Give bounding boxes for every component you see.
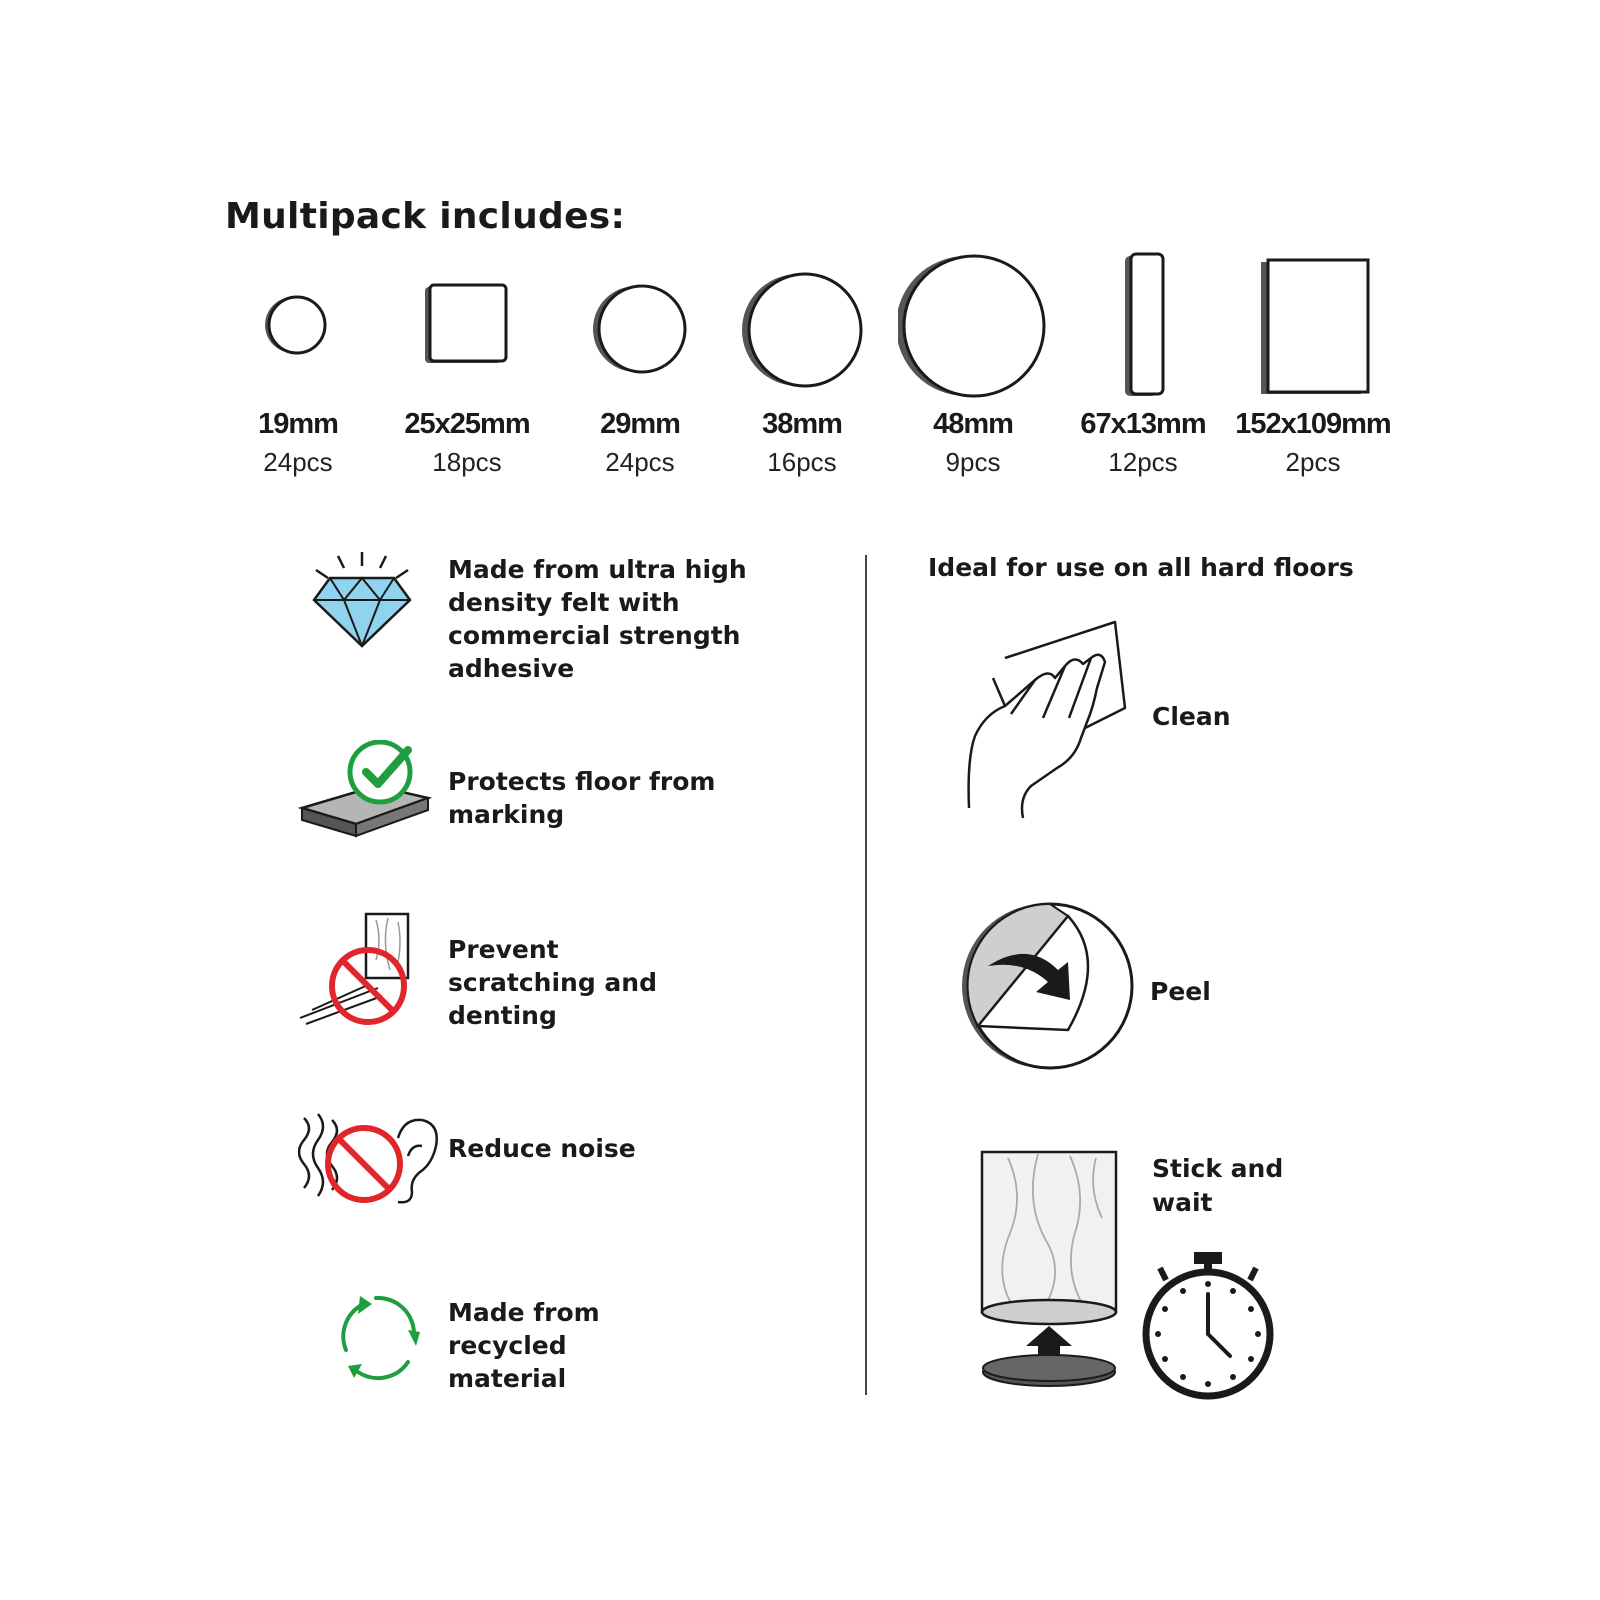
column-divider	[865, 555, 867, 1395]
pad-size-label: 152x109mm	[1235, 408, 1391, 440]
step-peel-label: Peel	[1150, 977, 1211, 1006]
pad-qty-label: 16pcs	[767, 447, 837, 477]
pad-qty-label: 12pcs	[1108, 447, 1178, 477]
pad-size-label: 29mm	[600, 408, 680, 440]
pad-qty-label: 2pcs	[1285, 447, 1341, 477]
step-clean-label: Clean	[1152, 702, 1231, 731]
pad-size-label: 38mm	[762, 408, 842, 440]
pad-qty-label: 18pcs	[432, 447, 502, 477]
feature-noise-text: Reduce noise	[448, 1134, 636, 1163]
pad-size-label: 48mm	[933, 408, 1013, 440]
peel-icon	[958, 900, 1138, 1075]
pad-67x13mm-bar-icon	[1122, 252, 1172, 402]
pad-size-label: 19mm	[258, 408, 338, 440]
no-noise-icon	[298, 1112, 438, 1212]
floor-check-icon	[298, 740, 438, 840]
pad-38mm-circle-icon	[742, 268, 867, 393]
pad-19mm-circle-icon	[260, 290, 330, 360]
multipack-heading: Multipack includes:	[225, 196, 626, 237]
recycle-icon	[330, 1290, 425, 1385]
pad-qty-label: 24pcs	[263, 447, 333, 477]
hand-wipe-icon	[965, 618, 1145, 828]
pad-25x25mm-square-icon	[422, 282, 512, 372]
feature-density-text: Made from ultra high density felt with commercial strength adhesive	[448, 555, 747, 683]
stopwatch-icon	[1138, 1250, 1278, 1400]
feature-recycled-text: Made from recycled material	[448, 1298, 600, 1393]
pad-size-label: 25x25mm	[404, 408, 530, 440]
feature-protect-text: Protects floor from marking	[448, 767, 716, 829]
pad-size-label: 67x13mm	[1080, 408, 1206, 440]
furniture-leg-icon	[978, 1148, 1123, 1393]
usage-title: Ideal for use on all hard floors	[928, 553, 1354, 582]
no-scratch-icon	[298, 910, 423, 1030]
pad-29mm-circle-icon	[592, 280, 692, 380]
pad-48mm-circle-icon	[898, 252, 1048, 402]
feature-scratch-text: Prevent scratching and denting	[448, 935, 657, 1030]
diamond-icon	[300, 548, 420, 648]
pad-152x109mm-rectangle-icon	[1258, 258, 1373, 398]
pad-qty-label: 24pcs	[605, 447, 675, 477]
pad-qty-label: 9pcs	[945, 447, 1001, 477]
step-stick-wait-label: Stick and wait	[1152, 1154, 1284, 1217]
